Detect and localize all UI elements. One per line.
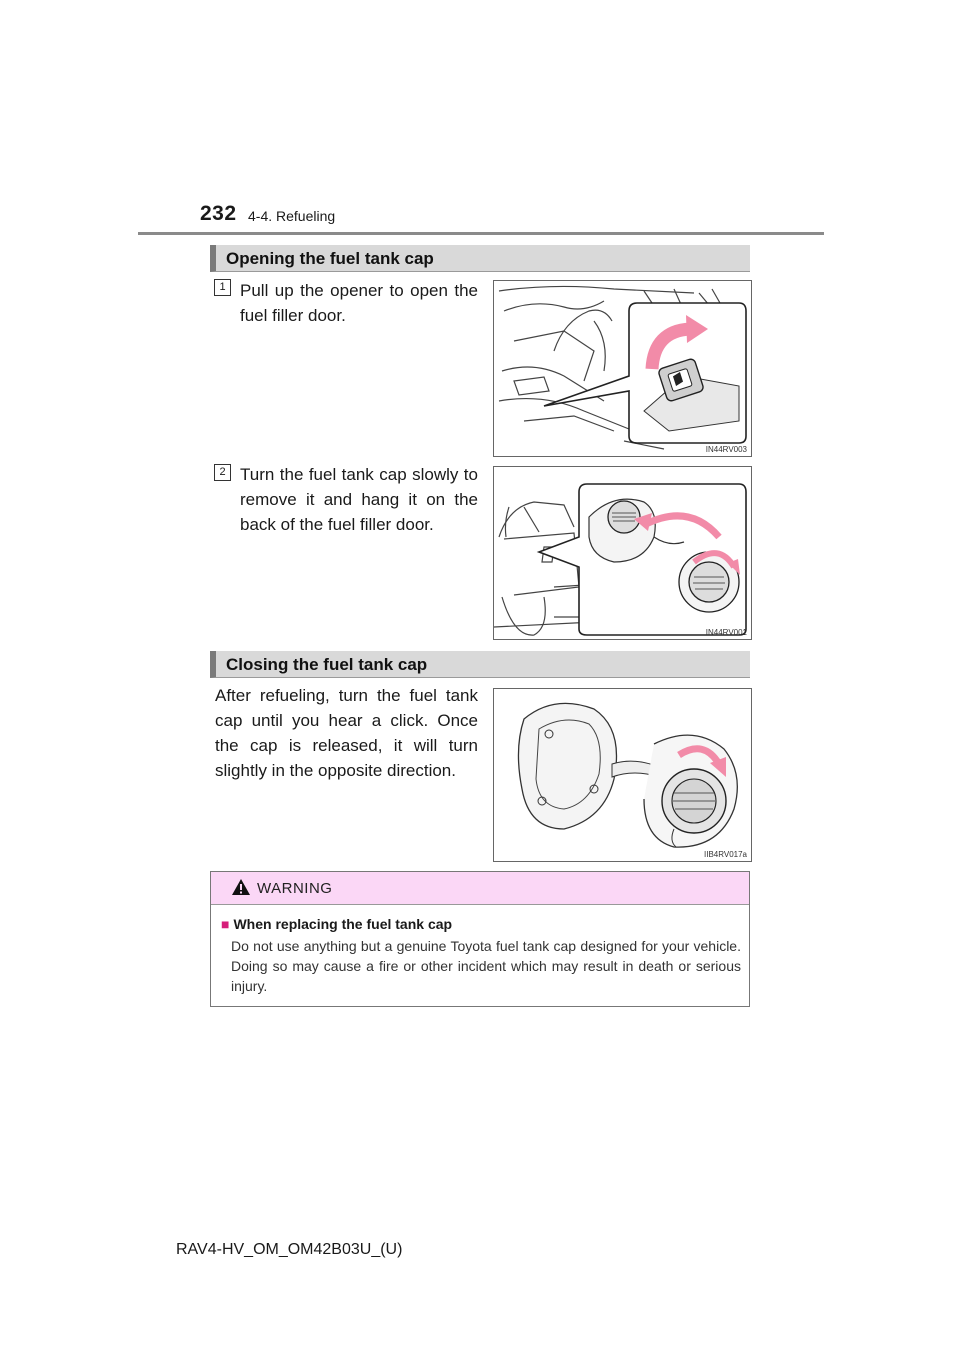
illustration-remove-cap <box>493 466 752 640</box>
closing-heading-bar <box>210 651 750 678</box>
page-number: 232 <box>200 202 237 225</box>
closing-text: After refueling, turn the fuel tank cap until you hear a click. Once the cap is released, it will turn slightly in the opposite direction. <box>215 686 478 780</box>
step-2-number: 2 <box>214 464 231 481</box>
step-1-text: Pull up the opener to open the fuel filler door. <box>240 281 478 325</box>
warning-subheading <box>221 916 452 932</box>
document-code: RAV4-HV_OM_OM42B03U_(U) <box>176 1241 403 1258</box>
image-code-1: IN44RV003 <box>705 445 747 454</box>
image-code-2: IN44RV001 <box>705 628 747 637</box>
header-rule <box>138 232 824 235</box>
image-code-3: IIB4RV017a <box>704 850 747 859</box>
step-2-text: Turn the fuel tank cap slowly to remove it and hang it on the back of the fuel filler door. <box>240 465 478 534</box>
warning-bullet: ■ <box>221 916 230 932</box>
warning-triangle-icon <box>231 878 251 901</box>
warning-header-bar <box>211 872 749 905</box>
warning-title: WARNING <box>257 880 333 897</box>
step-1-number: 1 <box>214 279 231 296</box>
warning-text: Do not use anything but a genuine Toyota fuel tank cap designed for your vehicle. Doing so may cause a fire or other incident which may result in death or serious injury. <box>231 938 741 994</box>
opening-heading-bar <box>210 245 750 272</box>
closing-heading: Closing the fuel tank cap <box>226 655 428 674</box>
illustration-opener-lever <box>493 280 752 457</box>
illustration-close-cap <box>493 688 752 862</box>
warning-box <box>210 871 750 1007</box>
opening-heading: Opening the fuel tank cap <box>226 249 434 268</box>
warning-subheading-text: When replacing the fuel tank cap <box>233 916 453 932</box>
section-label: 4-4. Refueling <box>248 208 336 224</box>
